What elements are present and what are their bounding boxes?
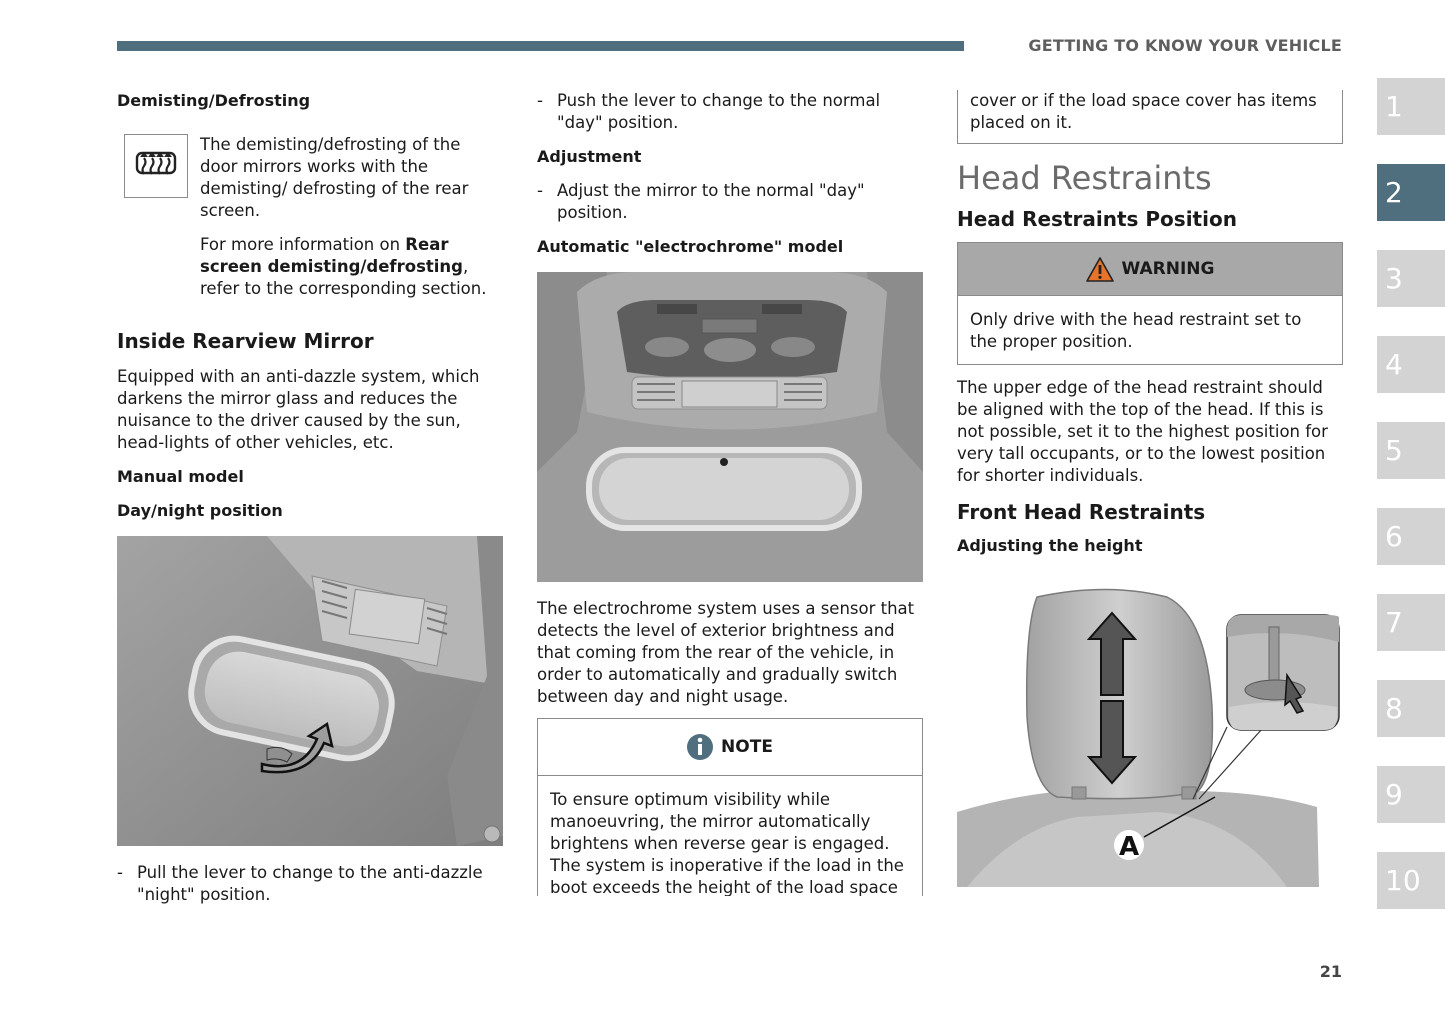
column-2 — [537, 90, 923, 896]
adjust-mirror-bullet: - Adjust the mirror to the normal "day" position. — [537, 181, 865, 222]
warning-label: WARNING — [1121, 259, 1215, 279]
push-lever-bullet: - Push the lever to change to the normal "day" position. — [537, 91, 881, 132]
front-head-restraints-heading: Front Head Restraints — [957, 500, 1206, 524]
note-label: NOTE — [721, 737, 773, 757]
demisting-block — [117, 134, 503, 300]
manual-model-heading: Manual model — [117, 467, 244, 486]
warning-header — [958, 243, 1342, 296]
electrochrome-mirror-figure — [537, 272, 923, 582]
head-restraints-title: Head Restraints — [957, 159, 1212, 197]
adjustment-heading: Adjustment — [537, 147, 642, 166]
chapter-tab-1[interactable]: 1 — [1377, 78, 1445, 135]
column-1 — [117, 90, 503, 906]
note-continuation-text: cover or if the load space cover has items placed on it. — [970, 91, 1317, 132]
chapter-tab-4[interactable]: 4 — [1377, 336, 1445, 393]
mirror-text: Equipped with an anti-dazzle system, which darkens the mirror glass and reduces the nuisance to the driver caused by the sun, head-lights of other vehicles, etc. — [117, 367, 480, 452]
head-restraint-upper-edge-text: The upper edge of the head restraint should be aligned with the top of the head. If this is not possible, set it to the highest position for very tall occupants, or to the lowest position for shorter individuals. — [957, 378, 1328, 485]
header-bar — [117, 41, 964, 51]
electrochrome-heading: Automatic "electrochrome" model — [537, 237, 844, 256]
callout-label-a: A — [1118, 832, 1140, 862]
rear-defrost-icon — [124, 134, 188, 198]
chapter-tab-5[interactable]: 5 — [1377, 422, 1445, 479]
warning-box — [957, 242, 1343, 365]
mirror-heading: Inside Rearview Mirror — [117, 329, 374, 353]
manual-mirror-figure — [117, 536, 503, 846]
chapter-tab-2[interactable]: 2 — [1377, 164, 1445, 221]
chapter-tab-3[interactable]: 3 — [1377, 250, 1445, 307]
note-box — [537, 718, 923, 896]
chapter-tab-8[interactable]: 8 — [1377, 680, 1445, 737]
head-restraint-figure — [957, 587, 1343, 887]
chapter-title: GETTING TO KNOW YOUR VEHICLE — [1028, 36, 1342, 55]
chapter-tab-7[interactable]: 7 — [1377, 594, 1445, 651]
info-icon — [687, 734, 713, 760]
note-text: To ensure optimum visibility while manoeuvring, the mirror automatically brightens when reverse gear is engaged. The system is inoperative if the load in the boot exceeds the height of the load space — [550, 790, 904, 896]
chapter-tab-6[interactable]: 6 — [1377, 508, 1445, 565]
note-continuation-box — [957, 90, 1343, 144]
warning-triangle-icon — [1086, 257, 1114, 282]
day-night-heading: Day/night position — [117, 501, 283, 520]
demisting-heading: Demisting/Defrosting — [117, 91, 311, 110]
column-3 — [957, 90, 1343, 887]
pull-lever-bullet: - Pull the lever to change to the anti-dazzle "night" position. — [117, 863, 483, 904]
chapter-tab-10[interactable]: 10 — [1377, 852, 1445, 909]
more-info-text: For more information on Rear screen demisting/defrosting, refer to the corresponding section. — [200, 235, 487, 298]
head-restraints-position-heading: Head Restraints Position — [957, 207, 1237, 231]
adjusting-height-heading: Adjusting the height — [957, 536, 1143, 555]
inset-detail — [1227, 615, 1339, 730]
warning-text: Only drive with the head restraint set to the proper position. — [970, 310, 1302, 351]
more-info-link: Rear screen demisting/defrosting — [200, 235, 463, 276]
electrochrome-text: The electrochrome system uses a sensor that detects the level of exterior brightness and that coming from the rear of the vehicle, in order to automatically and gradually switch between day and night usage. — [537, 599, 915, 706]
demisting-text: The demisting/defrosting of the door mirrors works with the demisting/ defrosting of the rear screen. — [200, 135, 469, 220]
note-header — [538, 719, 922, 776]
chapter-tab-9[interactable]: 9 — [1377, 766, 1445, 823]
page-number: 21 — [1319, 962, 1342, 981]
